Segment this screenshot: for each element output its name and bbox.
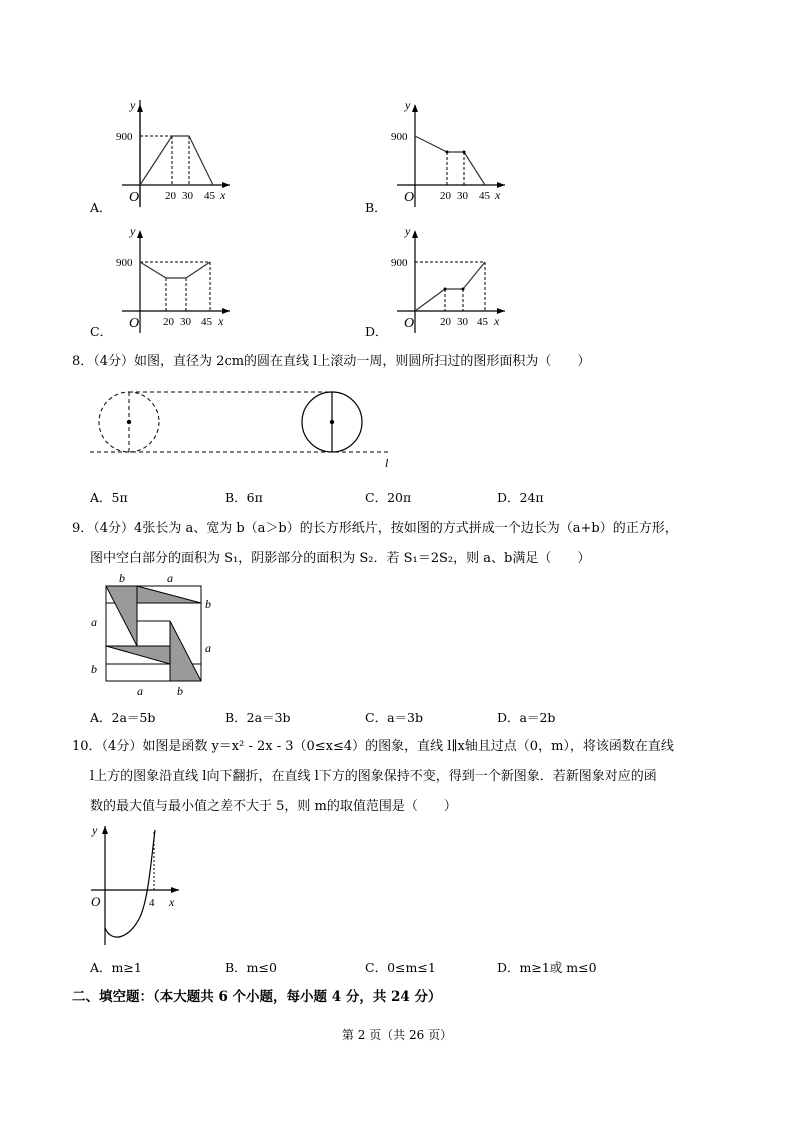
q8-option-d: D．24π xyxy=(497,490,544,505)
x-tick: 20 xyxy=(165,190,176,202)
y-arrow-icon xyxy=(102,826,108,834)
x-tick: 45 xyxy=(479,190,490,202)
svg-text:y: y xyxy=(92,823,98,837)
svg-text:b: b xyxy=(91,662,97,676)
shaded-triangle xyxy=(170,621,201,681)
y-label: y xyxy=(405,100,411,112)
q8-option-a: A．5π xyxy=(90,490,128,505)
function-line xyxy=(415,136,485,185)
q9-figure xyxy=(85,570,220,698)
parabola-curve xyxy=(105,830,155,937)
q8-stem: 8．（4分）如图，直径为 2cm的圆在直线 l上滚动一周，则圆所扫过的图形面积为（ ） xyxy=(72,354,591,369)
origin-label: O xyxy=(404,190,415,205)
svg-text:b: b xyxy=(177,684,183,698)
shaded-triangle xyxy=(106,586,137,646)
q7-graph-b xyxy=(375,100,515,215)
q10-graph xyxy=(85,822,190,947)
x-tick: 30 xyxy=(457,190,468,202)
x-tick: 30 xyxy=(182,190,193,202)
x-arrow-icon xyxy=(171,887,179,893)
origin-label: O xyxy=(129,190,140,205)
svg-text:O: O xyxy=(91,894,101,909)
svg-text:a: a xyxy=(91,615,97,629)
q10-option-a: A．m≥1 xyxy=(90,960,142,975)
function-line xyxy=(140,136,213,185)
y-arrow-icon xyxy=(412,104,418,112)
svg-text:b: b xyxy=(119,571,125,585)
q8-option-b: B．6π xyxy=(225,490,263,505)
shaded-triangle xyxy=(137,586,201,603)
x-tick: 45 xyxy=(204,190,215,202)
y-tick: 900 xyxy=(391,131,408,143)
q7-graph-c xyxy=(100,226,240,341)
q10-stem-line1: 10．（4分）如图是函数 y＝x² - 2x - 3（0≤x≤4）的图象，直线 l∥x轴且过点（0，m），将该函数在直线 xyxy=(72,739,674,754)
q8-option-c: C．20π xyxy=(365,490,412,505)
x-label: x xyxy=(495,188,501,202)
x-tick: 30 xyxy=(457,316,468,328)
function-line xyxy=(415,262,485,311)
q10-stem-line3: 数的最大值与最小值之差不大于 5，则 m的取值范围是（ ） xyxy=(90,799,457,814)
q7-option-a: A． xyxy=(90,200,112,215)
q9-stem-line2: 图中空白部分的面积为 S₁，阴影部分的面积为 S₂．若 S₁＝2S₂，则 a、b满足（ ） xyxy=(90,551,591,566)
q8-figure xyxy=(90,384,410,474)
x-label: x xyxy=(218,314,224,328)
section-heading: 二、填空题：（本大题共 6 个小题，每小题 4 分，共 24 分） xyxy=(72,989,442,1005)
x-tick: 45 xyxy=(477,316,488,328)
y-arrow-icon xyxy=(412,230,418,238)
svg-text:x: x xyxy=(169,895,175,909)
x-tick: 20 xyxy=(163,316,174,328)
page-footer: 第 2 页（共 26 页） xyxy=(341,1028,453,1042)
q7-graph-d xyxy=(375,226,515,341)
y-tick: 900 xyxy=(391,257,408,269)
svg-text:b: b xyxy=(205,597,211,611)
q9-option-d: D．a＝2b xyxy=(497,710,556,725)
origin-label: O xyxy=(129,316,140,331)
x-tick: 30 xyxy=(180,316,191,328)
svg-text:4: 4 xyxy=(149,897,155,909)
x-tick: 45 xyxy=(201,316,212,328)
shaded-triangle xyxy=(106,646,170,664)
x-label: x xyxy=(220,188,226,202)
y-tick: 900 xyxy=(116,131,133,143)
q9-option-b: B．2a＝3b xyxy=(225,710,291,725)
q7-option-d: D． xyxy=(365,324,388,339)
q7-graph-a xyxy=(100,100,240,215)
y-arrow-icon xyxy=(137,230,143,238)
q10-option-c: C．0≤m≤1 xyxy=(365,960,436,975)
function-line xyxy=(140,262,210,278)
q10-stem-line2: l上方的图象沿直线 l向下翻折，在直线 l下方的图象保持不变，得到一个新图象．若新图象对应的函 xyxy=(90,769,657,784)
y-label: y xyxy=(130,226,136,238)
svg-text:a: a xyxy=(167,571,173,585)
line-label: l xyxy=(385,456,389,470)
q7-option-c: C． xyxy=(90,324,113,339)
svg-text:a: a xyxy=(137,684,143,698)
y-label: y xyxy=(405,226,411,238)
x-label: x xyxy=(494,314,500,328)
svg-text:a: a xyxy=(205,641,211,655)
x-tick: 20 xyxy=(440,316,451,328)
x-tick: 20 xyxy=(440,190,451,202)
q9-option-c: C．a＝3b xyxy=(365,710,423,725)
q9-option-a: A．2a＝5b xyxy=(90,710,156,725)
y-tick: 900 xyxy=(116,257,133,269)
q7-option-b: B． xyxy=(365,200,387,215)
y-label: y xyxy=(130,100,136,112)
q9-stem-line1: 9．（4分）4张长为 a、宽为 b（a＞b）的长方形纸片，按如图的方式拼成一个边长为（a+b）的正方形， xyxy=(72,521,678,536)
q10-option-d: D．m≥1或 m≤0 xyxy=(497,960,597,975)
q10-option-b: B．m≤0 xyxy=(225,960,277,975)
y-arrow-icon xyxy=(137,104,143,112)
origin-label: O xyxy=(404,316,415,331)
